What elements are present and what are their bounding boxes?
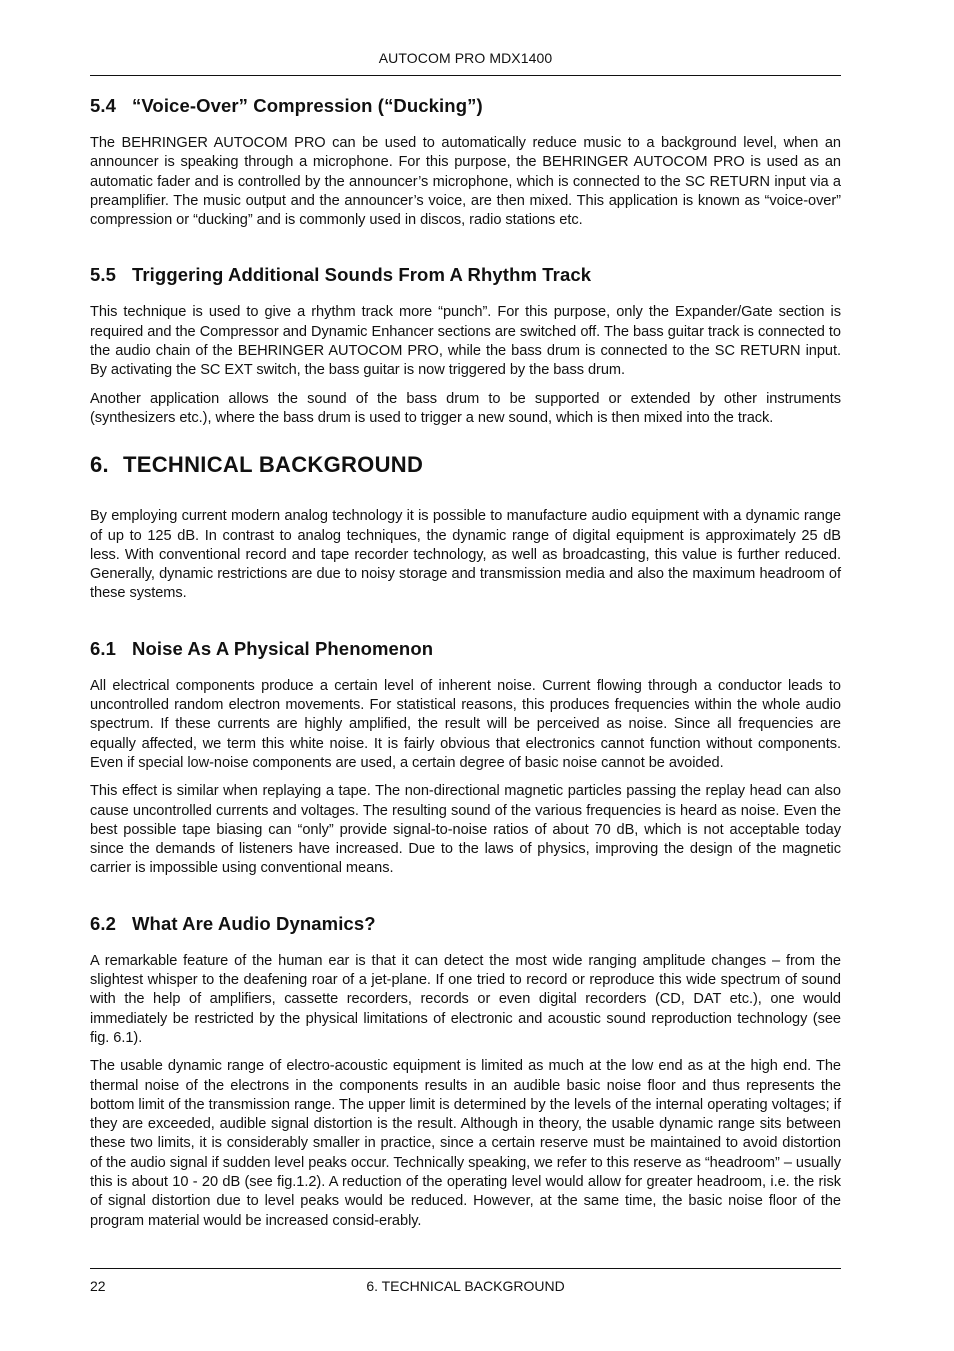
section-gap [90, 437, 841, 451]
heading-title: “Voice-Over” Compression (“Ducking”) [132, 95, 483, 116]
heading-number: 5.4 [90, 95, 117, 116]
heading-title: TECHNICAL BACKGROUND [123, 452, 424, 478]
header-rule [90, 75, 841, 76]
paragraph: A remarkable feature of the human ear is that it can detect the most wide ranging amplitude changes – from the slightest whisper to the deafening roar of a jet-plane. If one tried to record or reproduce this wide spectrum of sound with the help of amplifiers, cassette recorders, records or even digital recorders (CD, DAT etc.), one would immediately be restricted by the physical limitations of electronic and acoustic sound reproduction technology (see fig. 6.1). [90, 952, 841, 1046]
heading-title: What Are Audio Dynamics? [132, 912, 376, 934]
heading-6-2 [90, 912, 841, 936]
page-number: 22 [90, 1278, 106, 1294]
paragraph: Another application allows the sound of the bass drum to be supported or extended by other instruments (synthesizers etc.), where the bass drum is used to trigger a new sound, which is then mixed into the track. [90, 390, 841, 426]
footer-rule [90, 1268, 841, 1269]
section-gap [90, 613, 841, 637]
heading-title: Noise As A Physical Phenomenon [132, 637, 434, 659]
heading-6 [90, 451, 841, 479]
page-content [90, 94, 841, 1240]
paragraph: All electrical components produce a certain level of inherent noise. Current flowing through a conductor leads to uncontrolled random electron movements. For statistical reasons, this produces frequencies within the whole audio spectrum. If these currents are highly amplified, the result will be perceived as noise. Since all frequencies are equally affected, we term this white noise. It is fairly obvious that electronics cannot function without components. Even if special low-noise components are used, a certain degree of basic noise cannot be avoided. [90, 677, 841, 771]
section-gap [90, 239, 841, 263]
heading-number: 5.5 [90, 264, 117, 286]
document-page [90, 0, 841, 1351]
running-header: AUTOCOM PRO MDX1400 [378, 50, 553, 66]
heading-number: 6. [90, 452, 109, 478]
section-gap [90, 888, 841, 912]
paragraph: The BEHRINGER AUTOCOM PRO can be used to automatically reduce music to a background level, when an announcer is speaking through a microphone. For this purpose, the BEHRINGER AUTOCOM PRO is used as an automatic fader and is controlled by the announcer’s microphone, which is connected to the SC RETURN input via a preamplifier. The music output and the announcer’s voice, are then mixed. This application is known as “voice-over” compression or “ducking” and is commonly used in discos, radio stations etc. [90, 135, 841, 229]
heading-5-4 [90, 94, 841, 118]
paragraph: The usable dynamic range of electro-acoustic equipment is limited as much at the low end as at the high end. The thermal noise of the electrons in the components results in an audible basic noise floor and thus represents the bottom limit of the transmission range. The upper limit is determined by the levels of the internal operating voltages; if they are exceeded, audible signal distortion is the result. Although in theory, the usable dynamic range sits between these two limits, it is considerably smaller in practice, since a certain reserve must be maintained to avoid distortion of the audio signal if sudden level peaks occur. Technically speaking, we refer to this reserve as “headroom” – usually this is about 10 - 20 dB (see fig.1.2). A reduction of the operating level would allow for greater headroom, i.e. the risk of signal distortion due to level peaks would be reduced. However, at the same time, the basic noise floor of the program material would be increased consid-erably. [90, 1058, 841, 1229]
footer-section-title: 6. TECHNICAL BACKGROUND [366, 1278, 565, 1294]
paragraph: This effect is similar when replaying a tape. The non-directional magnetic particles passing the replay head can also cause uncontrolled currents and voltages. The resulting sound of the various frequencies is heard as noise. Even the best possible tape biasing can “only” provide signal-to-noise ratios of about 70 dB, which is not acceptable today since the demands of listeners have increased. Due to the laws of physics, improving the design of the magnetic carrier is impossible using conventional means. [90, 783, 841, 877]
heading-title: Triggering Additional Sounds From A Rhythm Track [132, 264, 592, 286]
paragraph: By employing current modern analog technology it is possible to manufacture audio equipment with a dynamic range of up to 125 dB. In contrast to analog techniques, the dynamic range of digital equipment is approximately 25 dB less. With conventional record and tape recorder technology, as well as broadcasting, this value is further reduced. Generally, dynamic restrictions are due to noisy storage and transmission media and also the maximum headroom of these systems. [90, 508, 841, 602]
heading-6-1 [90, 637, 841, 661]
paragraph: This technique is used to give a rhythm track more “punch”. For this purpose, only the Expander/Gate section is required and the Compressor and Dynamic Enhancer sections are switched off. The bass guitar track is connected to the audio chain of the BEHRINGER AUTOCOM PRO, while the bass drum is connected to the SC RETURN input. By activating the SC EXT switch, the bass guitar is now triggered by the bass drum. [90, 304, 841, 379]
heading-number: 6.2 [90, 912, 117, 934]
heading-number: 6.1 [90, 637, 117, 659]
heading-5-5 [90, 263, 841, 287]
